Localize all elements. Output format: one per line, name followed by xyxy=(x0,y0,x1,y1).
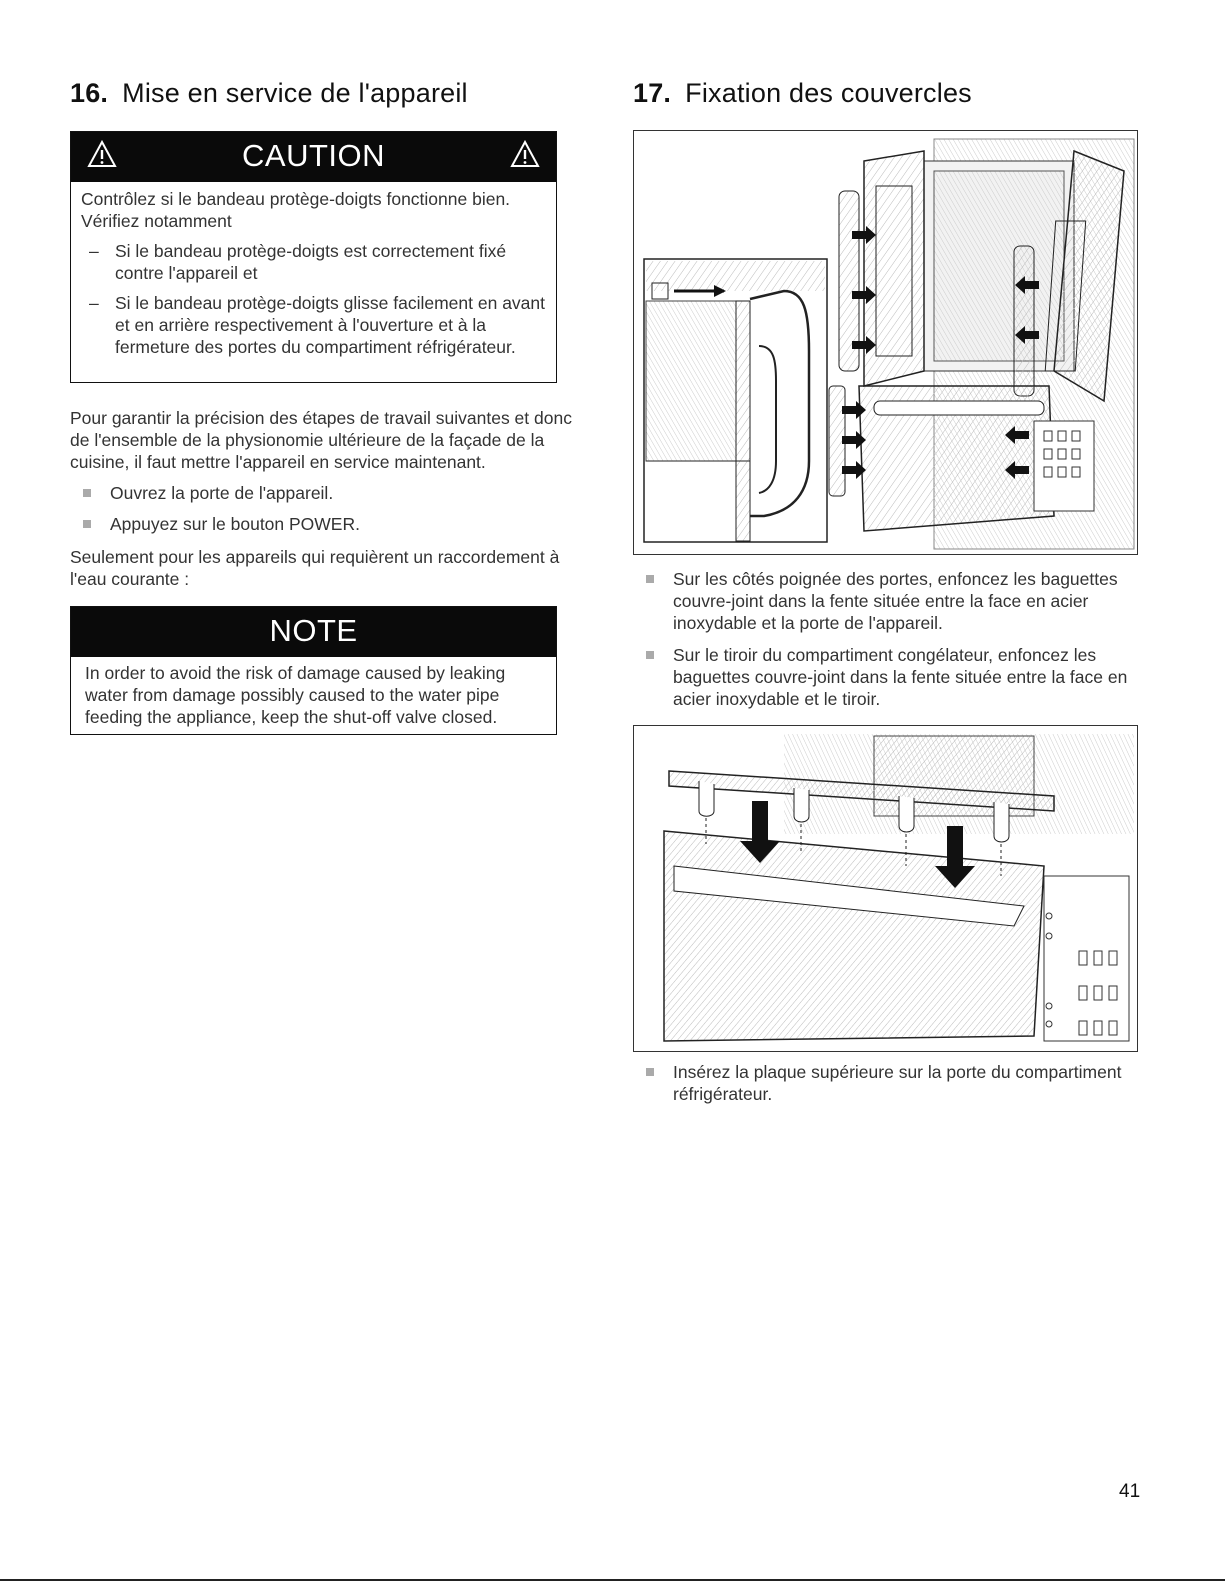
caution-item xyxy=(81,292,546,358)
page-number: 41 xyxy=(1119,1481,1141,1502)
refrigerator-illustration xyxy=(634,131,1137,554)
list-item-text: Appuyez sur le bouton POWER. xyxy=(110,514,360,534)
strip-steps xyxy=(633,568,1143,710)
square-bullet-icon xyxy=(83,489,91,497)
caution-body xyxy=(71,182,556,364)
list-item-text: Insérez la plaque supérieure sur la porte du compartiment réfrigérateur. xyxy=(673,1062,1122,1104)
caution-intro: Contrôlez si le bandeau protège-doigts fonctionne bien. Vérifiez notamment xyxy=(81,189,511,231)
square-bullet-icon xyxy=(646,651,654,659)
list-item-text: Ouvrez la porte de l'appareil. xyxy=(110,483,334,503)
caution-item-text: Si le bandeau protège-doigts glisse facilement en avant et en arrière respectivement à l'ouverture et à la fermeture des portes du compartiment réfrigérateur. xyxy=(115,293,545,357)
square-bullet-icon xyxy=(83,520,91,528)
step-list xyxy=(70,482,557,535)
square-bullet-icon xyxy=(646,1068,654,1076)
list-item-text: Sur les côtés poignée des portes, enfoncez les baguettes couvre-joint dans la fente située entre la face en acier inoxydable et la porte de l'appareil. xyxy=(673,569,1118,633)
caution-item-text: Si le bandeau protège-doigts est correctement fixé contre l'appareil et xyxy=(115,241,507,283)
note-box xyxy=(70,606,557,735)
note-text: In order to avoid the risk of damage caused by leaking water from damage possibly caused to the water pipe feeding the appliance, keep the shut-off valve closed. xyxy=(85,663,506,727)
section-title: Mise en service de l'appareil xyxy=(122,78,468,108)
section-16-heading xyxy=(70,78,468,109)
figure-door-strips xyxy=(633,130,1138,555)
warning-triangle-icon xyxy=(87,140,117,168)
dash-marker: – xyxy=(89,293,99,313)
note-banner xyxy=(71,607,556,657)
list-item xyxy=(70,482,557,504)
caution-box xyxy=(70,131,557,383)
section-number: 16. xyxy=(70,78,109,108)
intro-paragraph: Pour garantir la précision des étapes de travail suivantes et donc de l'ensemble de la physionomie ultérieure de la façade de la cuisine, il faut mettre l'appareil en service maintenant. xyxy=(70,408,572,472)
section-17-heading xyxy=(633,78,972,109)
list-item-text: Sur le tiroir du compartiment congélateur, enfoncez les baguettes couvre-joint dans la fente située entre la face en acier inoxydable et le tiroir. xyxy=(673,645,1128,709)
list-item xyxy=(633,1061,1143,1105)
list-item xyxy=(633,644,1143,710)
list-item xyxy=(70,513,557,535)
warning-triangle-icon xyxy=(510,140,540,168)
caution-item xyxy=(81,240,546,284)
dash-marker: – xyxy=(89,241,99,261)
top-plate-illustration xyxy=(634,726,1137,1051)
bottom-rule xyxy=(0,1579,1225,1581)
list-item xyxy=(633,568,1143,634)
figure-top-plate xyxy=(633,725,1138,1052)
square-bullet-icon xyxy=(646,575,654,583)
caution-banner xyxy=(71,132,556,182)
caution-label: CAUTION xyxy=(242,138,385,173)
section-number: 17. xyxy=(633,78,672,108)
plate-steps xyxy=(633,1061,1143,1105)
note-label: NOTE xyxy=(269,613,358,648)
section-title: Fixation des couvercles xyxy=(685,78,972,108)
water-paragraph: Seulement pour les appareils qui requièrent un raccordement à l'eau courante : xyxy=(70,547,560,589)
